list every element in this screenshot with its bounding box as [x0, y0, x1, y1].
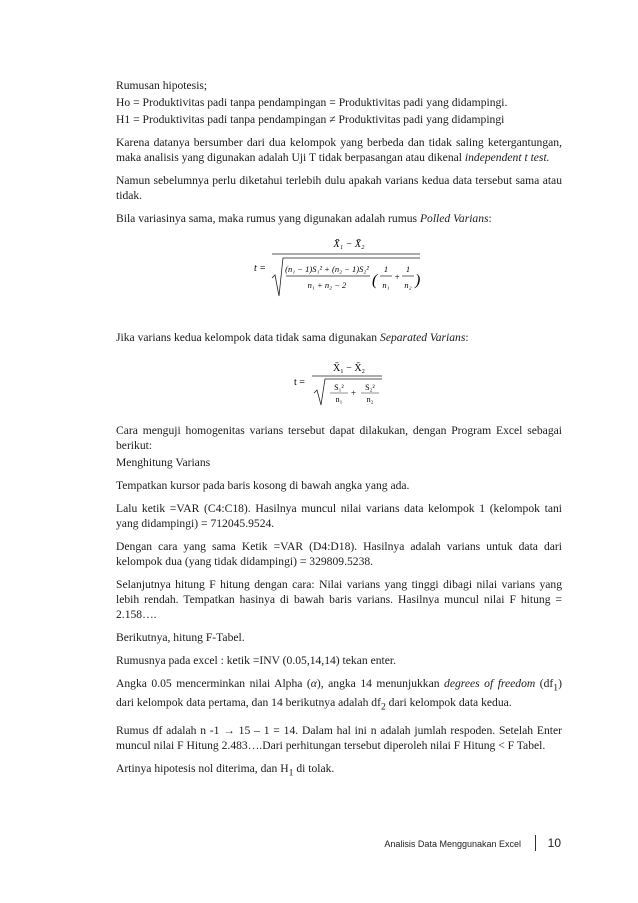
paragraph-excel-formula: Rumusnya pada excel : ketik =INV (0.05,14,14) tekan enter. — [116, 654, 396, 667]
arrow-icon: → — [223, 723, 235, 737]
heading-menghitung-varians: Menghitung Varians — [116, 456, 211, 469]
paragraph-conclusion — [116, 761, 562, 780]
paragraph-test-choice — [116, 135, 562, 165]
paragraph-alpha — [116, 676, 562, 715]
alpha-text-5: dari kelompok data kedua. — [385, 696, 512, 710]
conclusion-text-1: Artinya hipotesis nol diterima, dan H — [116, 761, 289, 775]
formula-separated-varians — [116, 359, 562, 407]
separated-intro-text: Jika varians kedua kelompok data tidak sama digunakan — [116, 331, 381, 344]
formula-pooled-paren-open: ( — [372, 272, 378, 289]
formula-separated-lhs: t = — [294, 377, 305, 388]
formula-pooled-rad-num: (n₁ − 1)S₁² + (n₂ − 1)S₂² — [285, 264, 369, 274]
paragraph-cursor: Tempatkan kursor pada baris kosong di bawah angka yang ada. — [116, 479, 410, 492]
alpha-text-4: ) dari kelompok data pertama, dan 14 berikutnya adalah df — [116, 677, 562, 710]
formula-pooled-numerator: X̄₁ − X̄₂ — [333, 239, 365, 250]
independent-t-test-term: independent t test. — [464, 151, 550, 164]
paragraph-f-tabel: Berikutnya, hitung F-Tabel. — [116, 631, 245, 644]
paragraph-df — [116, 723, 562, 753]
formula-pooled-rad-den: n₁ + n₂ − 2 — [307, 280, 347, 290]
paragraph-separated-intro — [116, 330, 562, 345]
formula-pooled-frac2-num: 1 — [405, 264, 411, 274]
page-number: 10 — [547, 836, 561, 850]
separated-intro-colon: : — [465, 331, 469, 344]
df-text-1: Rumus df adalah n -1 — [116, 723, 224, 737]
formula-separated-b-den: n₂ — [366, 395, 374, 404]
alpha-text-2: ), angka 14 menunjukkan — [316, 677, 445, 690]
alpha-text-3: (df — [535, 677, 554, 690]
hypothesis-h1: H1 = Produktivitas padi tanpa pendampingan ≠ Produktivitas padi yang didampingi — [116, 113, 505, 126]
df1-subscript: 1 — [553, 682, 559, 694]
formula-separated-a-den: n₁ — [335, 395, 343, 404]
formula-pooled-lhs: t = — [254, 263, 267, 274]
alpha-symbol: α — [310, 677, 317, 690]
formula-pooled-frac1-num: 1 — [383, 264, 389, 274]
conclusion-text-2: di tolak. — [293, 761, 335, 775]
formula-separated-a-num: S₁² — [334, 383, 344, 392]
df2-subscript: 2 — [380, 701, 386, 713]
pooled-intro-colon: : — [488, 212, 492, 225]
paragraph-var-group1: Lalu ketik =VAR (C4:C18). Hasilnya muncul nilai varians data kelompok 1 (kelompok tani yang didampingi) = 712045.9524. — [116, 502, 562, 530]
separated-varians-term: Separated Varians — [380, 331, 466, 344]
formula-separated-plus: + — [351, 388, 357, 398]
formula-pooled-frac1-den: n₁ — [382, 280, 390, 290]
paragraph-pooled-intro — [116, 211, 562, 226]
hypothesis-heading: Rumusan hipotesis; — [116, 79, 208, 92]
h1-subscript: 1 — [288, 766, 294, 778]
formula-pooled-paren-close: ) — [415, 272, 421, 289]
formula-pooled-varians — [116, 234, 562, 300]
paragraph-test-choice-text: Karena datanya bersumber dari dua kelompok yang berbeda dan tidak saling ketergantungan, maka analisis yang digunakan adalah Uji T tidak berpasangan atau dikenal — [116, 136, 562, 164]
pooled-varians-term: Polled Varians — [419, 212, 489, 225]
footer-title: Analisis Data Menggunakan Excel — [384, 839, 521, 849]
formula-pooled-plus: + — [394, 272, 401, 282]
formula-pooled-frac2-den: n₂ — [404, 280, 412, 290]
df-text-2: 15 – 1 = 14. Dalam hal ini n adalah jumlah respoden. Setelah Enter muncul nilai F Hitung 2.483….Dari perhitungan tersebut diperoleh nilai F Hitung < F Tabel. — [116, 723, 562, 752]
alpha-text-1: Angka 0.05 mencerminkan nilai Alpha ( — [116, 677, 311, 690]
paragraph-homogeneity: Cara menguji homogenitas varians tersebut dapat dilakukan, dengan Program Excel sebagai berikut: — [116, 424, 562, 452]
paragraph-variance-check: Namun sebelumnya perlu diketahui terlebih dulu apakah varians kedua data tersebut sama atau tidak. — [116, 174, 562, 202]
formula-separated-numerator: X̄₁ − X̄₂ — [332, 363, 366, 374]
hypothesis-h0: Ho = Produktivitas padi tanpa pendampingan = Produktivitas padi yang didampingi. — [116, 96, 508, 109]
footer-separator — [535, 835, 536, 851]
page-footer — [380, 836, 565, 852]
degrees-of-freedom-term: degrees of freedom — [444, 677, 536, 690]
paragraph-var-group2: Dengan cara yang sama Ketik =VAR (D4:D18). Hasilnya adalah varians untuk data dari kelompok dua (yang tidak didampingi) = 329809.5238. — [116, 540, 562, 568]
pooled-intro-text: Bila variasinya sama, maka rumus yang digunakan adalah rumus — [116, 212, 420, 225]
formula-separated-b-num: S₂² — [365, 383, 375, 392]
paragraph-f-hitung: Selanjutnya hitung F hitung dengan cara: Nilai varians yang tinggi dibagi nilai varians yang lebih rendah. Tempatkan hasinya di bawah baris varians. Hasilnya muncul nilai F hitung = 2.158…. — [116, 578, 562, 621]
page-content — [116, 78, 562, 788]
